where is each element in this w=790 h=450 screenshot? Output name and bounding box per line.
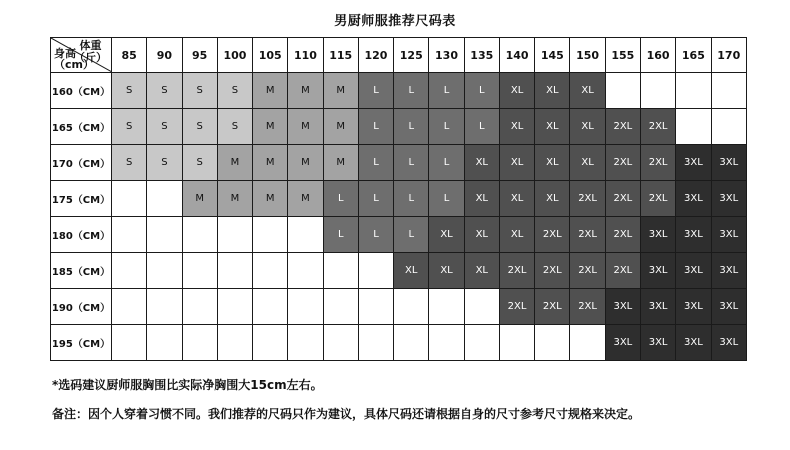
size-cell: S xyxy=(147,109,182,145)
size-cell xyxy=(323,325,358,361)
size-cell xyxy=(112,325,147,361)
size-cell: XL xyxy=(464,145,499,181)
size-cell: XL xyxy=(570,73,605,109)
size-cell xyxy=(464,325,499,361)
weight-header: 140 xyxy=(499,38,534,73)
size-cell xyxy=(358,253,393,289)
size-cell: 2XL xyxy=(570,181,605,217)
size-cell: M xyxy=(217,181,252,217)
table-row xyxy=(51,145,747,181)
corner-cell xyxy=(51,38,112,73)
size-cell: M xyxy=(288,181,323,217)
size-cell: 2XL xyxy=(535,253,570,289)
size-cell: 3XL xyxy=(711,253,746,289)
size-cell: M xyxy=(288,145,323,181)
size-cell: 3XL xyxy=(676,217,711,253)
size-cell: 2XL xyxy=(640,181,675,217)
weight-header: 150 xyxy=(570,38,605,73)
size-cell: 3XL xyxy=(640,253,675,289)
size-cell: XL xyxy=(429,253,464,289)
table-row xyxy=(51,289,747,325)
size-cell xyxy=(182,289,217,325)
size-cell: M xyxy=(323,145,358,181)
size-cell xyxy=(676,109,711,145)
size-cell xyxy=(253,253,288,289)
size-cell xyxy=(711,73,746,109)
size-cell: S xyxy=(182,73,217,109)
size-cell: XL xyxy=(499,73,534,109)
table-row xyxy=(51,109,747,145)
size-cell: 3XL xyxy=(676,289,711,325)
fit-note: *选码建议厨师服胸围比实际净胸围大15cm左右。 xyxy=(52,378,323,392)
size-cell: 2XL xyxy=(499,253,534,289)
table-row xyxy=(51,73,747,109)
size-cell: M xyxy=(288,73,323,109)
table-row xyxy=(51,253,747,289)
header-row xyxy=(51,38,747,73)
size-cell: 3XL xyxy=(711,289,746,325)
size-cell: XL xyxy=(394,253,429,289)
weight-axis-label: 体重 （斤） xyxy=(74,39,107,64)
size-cell: S xyxy=(112,109,147,145)
size-cell: XL xyxy=(464,217,499,253)
size-cell xyxy=(570,325,605,361)
size-cell xyxy=(147,181,182,217)
height-label: 165（CM） xyxy=(51,109,112,145)
size-cell xyxy=(147,217,182,253)
size-cell: 2XL xyxy=(605,253,640,289)
height-label: 185（CM） xyxy=(51,253,112,289)
size-cell: 2XL xyxy=(570,253,605,289)
size-cell: L xyxy=(394,145,429,181)
size-cell xyxy=(535,325,570,361)
size-cell xyxy=(112,289,147,325)
size-cell: L xyxy=(464,109,499,145)
size-cell xyxy=(605,73,640,109)
size-cell: S xyxy=(112,145,147,181)
size-cell: M xyxy=(323,73,358,109)
table-row xyxy=(51,181,747,217)
size-cell xyxy=(358,325,393,361)
size-cell: 2XL xyxy=(605,109,640,145)
size-cell: 3XL xyxy=(676,181,711,217)
page-title: 男厨师服推荐尺码表 xyxy=(334,14,456,29)
size-cell: M xyxy=(182,181,217,217)
table-row xyxy=(51,325,747,361)
weight-header: 135 xyxy=(464,38,499,73)
size-cell: L xyxy=(323,217,358,253)
weight-header: 120 xyxy=(358,38,393,73)
size-cell: L xyxy=(429,73,464,109)
size-cell: L xyxy=(464,73,499,109)
size-cell: L xyxy=(358,109,393,145)
size-cell xyxy=(112,253,147,289)
weight-header: 165 xyxy=(676,38,711,73)
height-label: 170（CM） xyxy=(51,145,112,181)
size-cell: M xyxy=(217,145,252,181)
size-cell: L xyxy=(394,109,429,145)
weight-header: 130 xyxy=(429,38,464,73)
size-cell: L xyxy=(394,181,429,217)
size-cell: L xyxy=(394,73,429,109)
size-cell: M xyxy=(323,109,358,145)
size-cell xyxy=(112,217,147,253)
size-cell: XL xyxy=(535,109,570,145)
size-cell xyxy=(394,289,429,325)
height-label: 195（CM） xyxy=(51,325,112,361)
weight-header: 90 xyxy=(147,38,182,73)
size-cell: L xyxy=(429,145,464,181)
size-cell: XL xyxy=(535,181,570,217)
size-cell xyxy=(217,325,252,361)
weight-header: 110 xyxy=(288,38,323,73)
size-cell: XL xyxy=(464,181,499,217)
size-cell: XL xyxy=(499,181,534,217)
size-cell xyxy=(112,181,147,217)
size-cell: 2XL xyxy=(605,145,640,181)
weight-header: 85 xyxy=(112,38,147,73)
size-cell: XL xyxy=(570,145,605,181)
size-cell xyxy=(147,253,182,289)
size-cell: XL xyxy=(499,145,534,181)
size-cell xyxy=(358,289,393,325)
size-cell xyxy=(253,325,288,361)
size-cell: 3XL xyxy=(640,325,675,361)
size-cell: 2XL xyxy=(640,109,675,145)
size-cell: 3XL xyxy=(711,325,746,361)
size-cell: 2XL xyxy=(605,181,640,217)
height-label: 160（CM） xyxy=(51,73,112,109)
size-cell xyxy=(217,253,252,289)
size-cell: S xyxy=(217,73,252,109)
size-cell xyxy=(640,73,675,109)
height-label: 175（CM） xyxy=(51,181,112,217)
size-cell xyxy=(429,325,464,361)
size-cell xyxy=(253,217,288,253)
size-cell: 2XL xyxy=(640,145,675,181)
size-cell xyxy=(288,325,323,361)
weight-header: 160 xyxy=(640,38,675,73)
weight-header: 100 xyxy=(217,38,252,73)
size-cell: 3XL xyxy=(640,217,675,253)
size-cell: XL xyxy=(429,217,464,253)
weight-header: 105 xyxy=(253,38,288,73)
size-cell xyxy=(711,109,746,145)
size-cell: 2XL xyxy=(535,289,570,325)
size-cell xyxy=(217,217,252,253)
size-cell xyxy=(253,289,288,325)
height-axis-label: 身高 （cm） xyxy=(54,47,94,71)
size-cell xyxy=(288,289,323,325)
size-cell xyxy=(182,325,217,361)
size-cell xyxy=(147,289,182,325)
size-cell: S xyxy=(182,109,217,145)
size-cell xyxy=(288,253,323,289)
size-cell xyxy=(429,289,464,325)
size-chart-table xyxy=(50,37,747,361)
size-cell: 3XL xyxy=(640,289,675,325)
size-cell: XL xyxy=(535,73,570,109)
size-cell: 2XL xyxy=(570,217,605,253)
size-cell: 3XL xyxy=(676,145,711,181)
size-cell: L xyxy=(394,217,429,253)
size-cell: XL xyxy=(570,109,605,145)
size-cell: 3XL xyxy=(711,217,746,253)
size-cell: 3XL xyxy=(605,325,640,361)
size-cell: 3XL xyxy=(605,289,640,325)
height-label: 180（CM） xyxy=(51,217,112,253)
size-cell xyxy=(217,289,252,325)
size-cell: S xyxy=(147,73,182,109)
size-cell: M xyxy=(253,181,288,217)
size-cell: S xyxy=(182,145,217,181)
size-cell: L xyxy=(358,73,393,109)
size-cell xyxy=(323,289,358,325)
size-cell: 3XL xyxy=(711,181,746,217)
size-cell: L xyxy=(429,109,464,145)
size-cell: L xyxy=(358,181,393,217)
weight-header: 125 xyxy=(394,38,429,73)
size-cell: XL xyxy=(499,217,534,253)
size-cell: 2XL xyxy=(535,217,570,253)
size-cell: M xyxy=(253,73,288,109)
size-cell: 3XL xyxy=(711,145,746,181)
size-cell xyxy=(499,325,534,361)
size-cell: 2XL xyxy=(570,289,605,325)
size-cell: 3XL xyxy=(676,253,711,289)
size-cell: XL xyxy=(499,109,534,145)
size-cell xyxy=(394,325,429,361)
size-cell: L xyxy=(323,181,358,217)
size-cell: M xyxy=(253,109,288,145)
size-cell xyxy=(147,325,182,361)
size-cell: XL xyxy=(464,253,499,289)
remark-note: 备注：因个人穿着习惯不同。我们推荐的尺码只作为建议，具体尺码还请根据自身的尺寸参考尺寸规格来决定。 xyxy=(52,407,641,421)
size-cell: S xyxy=(147,145,182,181)
size-cell: S xyxy=(217,109,252,145)
size-cell xyxy=(323,253,358,289)
size-cell: L xyxy=(358,145,393,181)
height-label: 190（CM） xyxy=(51,289,112,325)
size-cell xyxy=(182,253,217,289)
size-cell: 2XL xyxy=(605,217,640,253)
weight-header: 145 xyxy=(535,38,570,73)
weight-header: 115 xyxy=(323,38,358,73)
size-cell: XL xyxy=(535,145,570,181)
size-cell xyxy=(182,217,217,253)
size-cell: L xyxy=(358,217,393,253)
size-cell: 2XL xyxy=(499,289,534,325)
size-cell: M xyxy=(253,145,288,181)
size-cell: 3XL xyxy=(676,325,711,361)
size-cell xyxy=(464,289,499,325)
size-cell: L xyxy=(429,181,464,217)
size-cell xyxy=(288,217,323,253)
weight-header: 155 xyxy=(605,38,640,73)
size-cell xyxy=(676,73,711,109)
weight-header: 170 xyxy=(711,38,746,73)
table-row xyxy=(51,217,747,253)
size-cell: S xyxy=(112,73,147,109)
size-cell: M xyxy=(288,109,323,145)
weight-header: 95 xyxy=(182,38,217,73)
